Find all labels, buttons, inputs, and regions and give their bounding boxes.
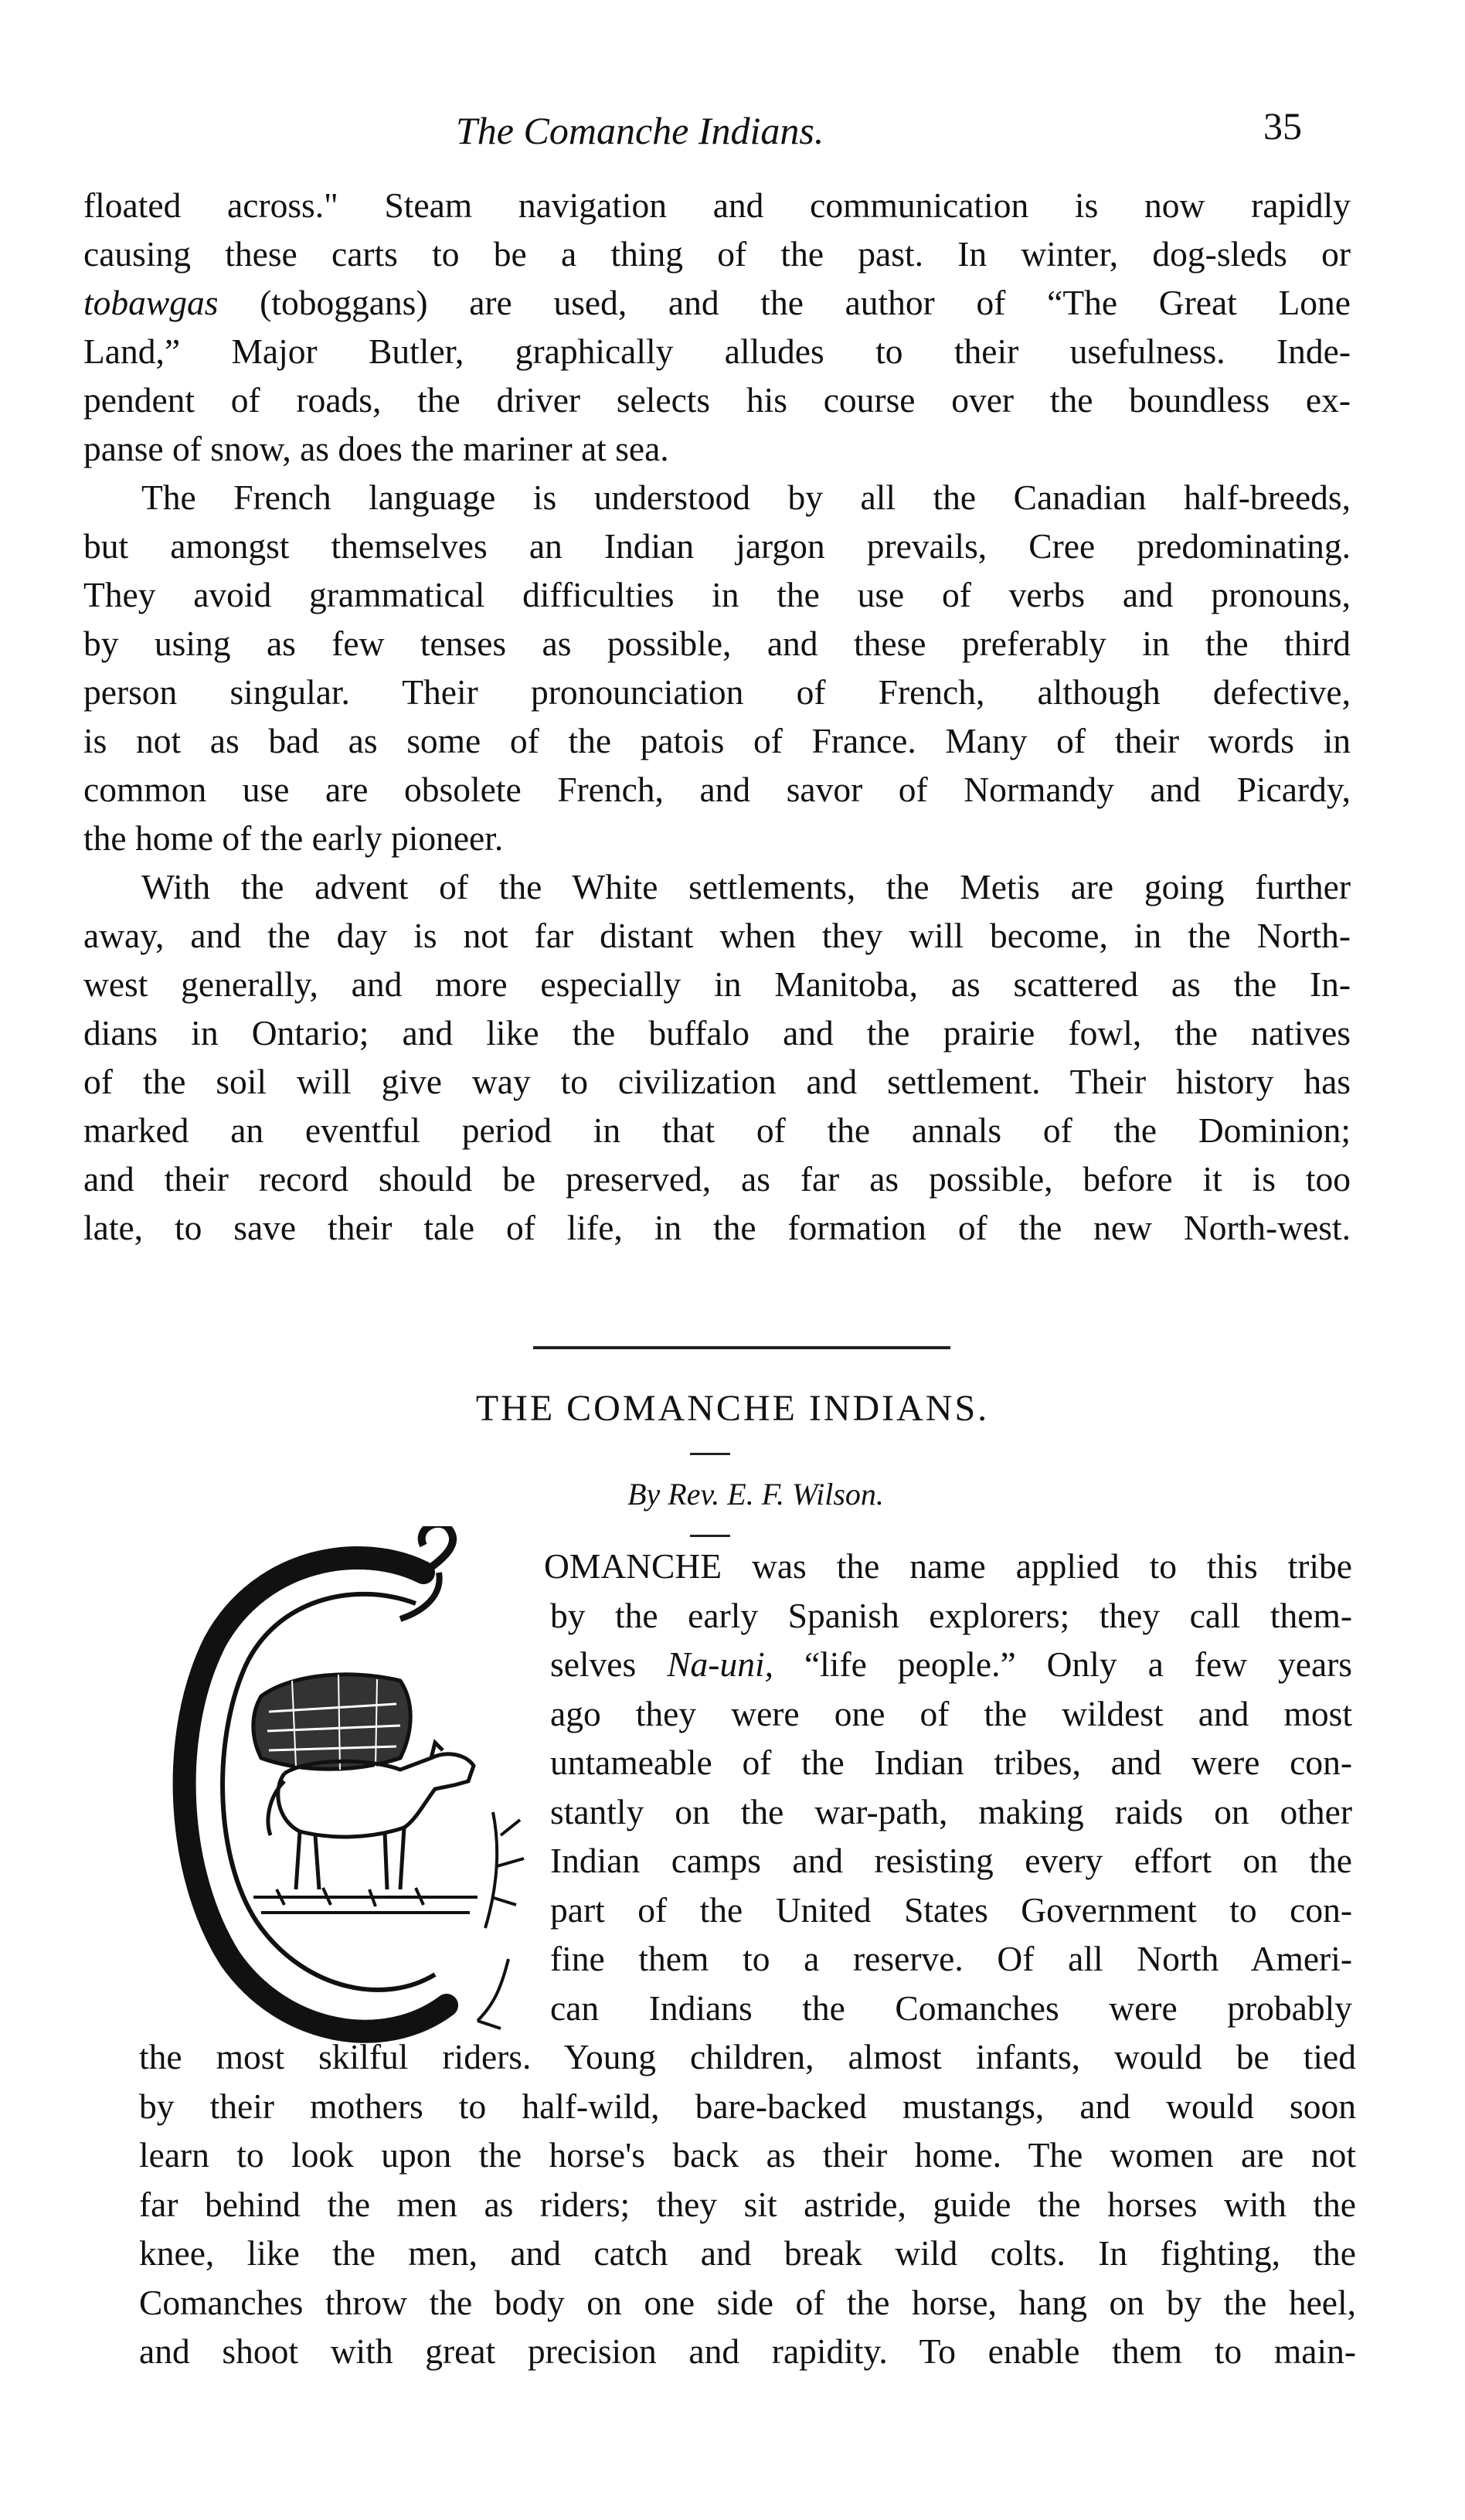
text-line: marked an eventful period in that of the annals of the Dominion;	[83, 1110, 1351, 1150]
text-line: can Indians the Comanches were probably	[550, 1988, 1352, 2028]
text-line: part of the United States Government to con-	[550, 1889, 1352, 1930]
text-line: and shoot with great precision and rapidity. To enable them to main-	[139, 2331, 1356, 2371]
text-line: and their record should be preserved, as far as possible, before it is too	[83, 1159, 1351, 1199]
text-line: ago they were one of the wildest and most	[550, 1693, 1352, 1733]
section-title: THE COMANCHE INDIANS.	[475, 1388, 990, 1429]
text-line: the most skilful riders. Young children, almost infants, would be tied	[139, 2037, 1356, 2076]
text-line: knee, like the men, and catch and break wild colts. In fighting, the	[139, 2233, 1356, 2273]
short-rule	[690, 1535, 730, 1537]
text-line: causing these carts to be a thing of the past. In winter, dog-sleds or	[83, 234, 1351, 274]
drop-cap-letter-inner	[223, 1594, 435, 1990]
text-line: OMANCHE was the name applied to this tribe	[544, 1546, 1352, 1586]
short-rule	[690, 1453, 730, 1455]
running-head: The Comanche Indians.	[456, 109, 824, 152]
text-line	[83, 278, 1351, 327]
text-line: stantly on the war-path, making raids on other	[550, 1791, 1352, 1831]
text-line: pendent of roads, the driver selects his course over the boundless ex-	[83, 380, 1351, 420]
section-metis-text	[83, 181, 1351, 1252]
text-line: Comanches throw the body on one side of the horse, hang on by the heel,	[139, 2282, 1356, 2322]
text-line-rest: (toboggans) are used, and the author of “The Great Lone	[260, 283, 1351, 322]
hay-load-drawing	[253, 1675, 410, 1770]
text-line: With the advent of the White settlements, the Metis are going further	[141, 867, 1351, 906]
text-line: the home of the early pioneer.	[83, 818, 504, 858]
section-divider	[533, 1346, 950, 1349]
text-line: The French language is understood by all the Canadian half-breeds,	[141, 478, 1351, 517]
text-line: panse of snow, as does the mariner at sea.	[83, 429, 669, 468]
text-line: west generally, and more especially in Manitoba, as scattered as the In-	[83, 964, 1351, 1004]
text-line: untameable of the Indian tribes, and were con-	[550, 1743, 1352, 1782]
text-line: Land,” Major Butler, graphically alludes to their usefulness. Inde-	[83, 332, 1351, 371]
italic-word: tobawgas	[83, 283, 219, 322]
text-line: common use are obsolete French, and savor of Normandy and Picardy,	[83, 770, 1351, 809]
continued-paragraph	[139, 2032, 1356, 2376]
text-line: by their mothers to half-wild, bare-backed mustangs, and would soon	[139, 2086, 1356, 2126]
text-line: learn to look upon the horse's back as their home. The women are not	[139, 2135, 1356, 2175]
text-line: is not as bad as some of the patois of France. Many of their words in	[83, 721, 1351, 760]
illustrated-drop-cap-c	[168, 1526, 547, 2052]
text-line: far behind the men as riders; they sit astride, guide the horses with the	[139, 2184, 1356, 2224]
text-line-rest: “life people.” Only a few years	[804, 1644, 1352, 1684]
text-line: by the early Spanish explorers; they call them-	[550, 1595, 1352, 1635]
text-line: They avoid grammatical difficulties in the use of verbs and pronouns,	[83, 575, 1351, 614]
drop-cap-paragraph	[544, 1542, 1352, 2032]
text-line: away, and the day is not far distant when they will become, in the North-	[83, 916, 1351, 955]
text-line: dians in Ontario; and like the buffalo and the prairie fowl, the natives	[83, 1013, 1351, 1053]
grass-drawing	[253, 1812, 524, 2029]
byline: By Rev. E. F. Wilson.	[627, 1477, 884, 1512]
text-line: selves Na-uni, “life people.” Only a few years	[550, 1644, 1352, 1684]
italic-word: Na-uni,	[667, 1644, 773, 1684]
text-line: fine them to a reserve. Of all North Ameri-	[550, 1939, 1352, 1978]
text-line: but amongst themselves an Indian jargon prevails, Cree predominating.	[83, 526, 1351, 566]
text-line: floated across." Steam navigation and communication is now rapidly	[83, 185, 1351, 225]
page-number: 35	[1263, 104, 1302, 148]
text-line: person singular. Their pronounciation of French, although defective,	[83, 672, 1351, 712]
text-line: by using as few tenses as possible, and these preferably in the third	[83, 624, 1351, 663]
text-line: Indian camps and resisting every effort on the	[550, 1841, 1352, 1880]
text-line: late, to save their tale of life, in the formation of the new North-west.	[83, 1208, 1351, 1247]
text-line: of the soil will give way to civilization and settlement. Their history has	[83, 1062, 1351, 1101]
